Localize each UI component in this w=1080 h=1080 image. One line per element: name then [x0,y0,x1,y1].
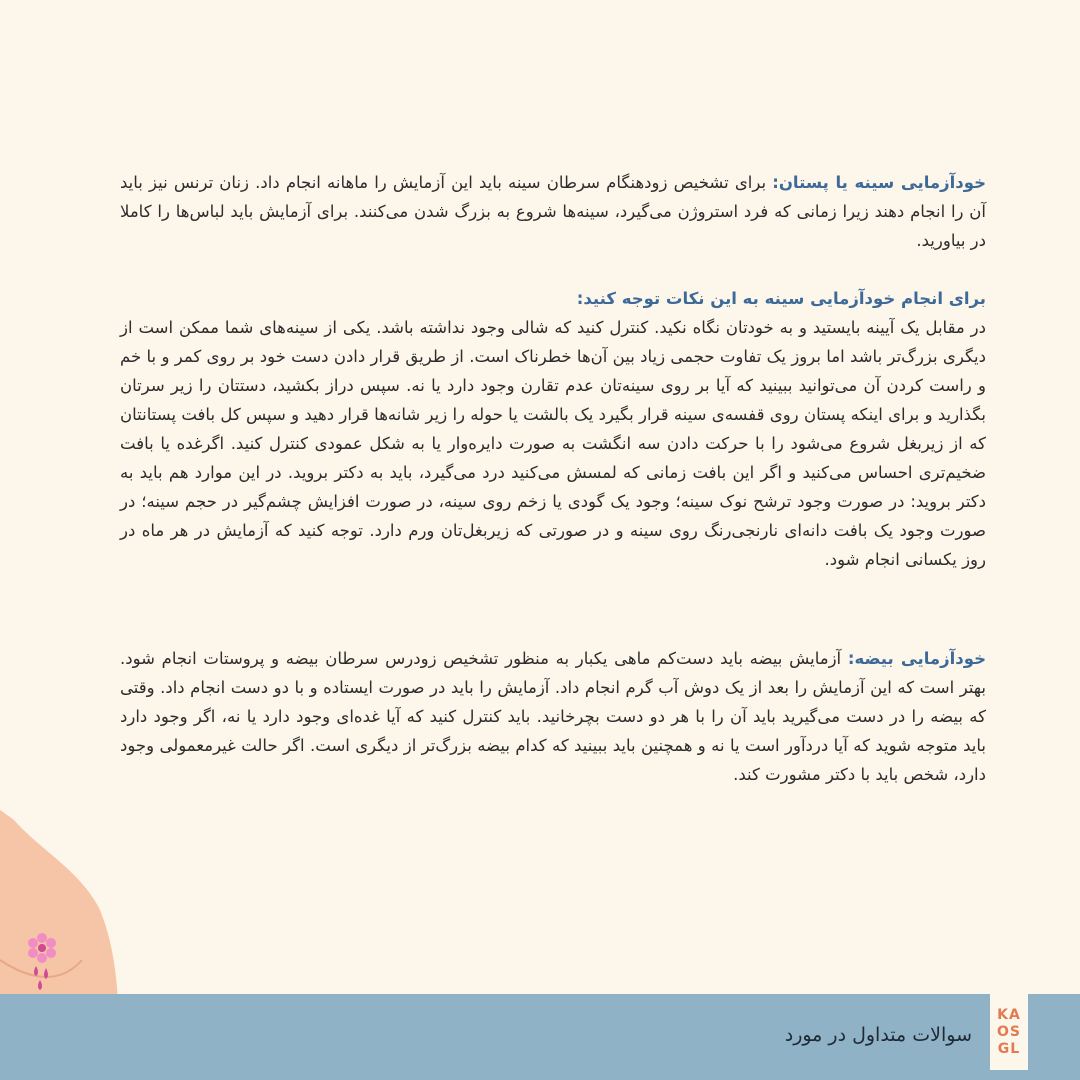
logo-line-3: GL [997,1040,1021,1057]
logo-line-1: KA [997,1006,1021,1023]
breast-self-exam-title: خودآزمایی سینه یا پستان: [772,173,986,192]
breast-self-exam-text: برای تشخیص زودهنگام سرطان سینه باید این آزمایش را ماهانه انجام داد. زنان ترنس نیز باید آن را انجام دهند زیرا زمانی که فرد استروژن می‌گیرد، سینه‌ها شروع به بزرگ شدن می‌کنند. برای آزمایش باید لباس‌ها را کاملا در بیاورید. [120,173,986,250]
logo-line-2: OS [997,1023,1021,1040]
torso-shape [0,810,118,1000]
testicle-self-exam-paragraph [120,644,986,789]
footer-bar [0,994,1080,1080]
testicle-self-exam-text: آزمایش بیضه باید دست‌کم ماهی یکبار به منظور تشخیص زودرس سرطان بیضه و پروستات انجام شود. بهتر است که این آزمایش را بعد از یک دوش آب گرم انجام داد. آزمایش را باید در صورت ایستاده و با دو دست انجام داد. وقتی که بیضه را در دست می‌گیرید باید آن را با هر دو دست بچرخانید. باید کنترل کنید که آیا غده‌ای وجود دارد یا نه، اگر وجود دارد باید متوجه شوید که آیا دردآور است یا نه و همچنین باید ببینید که کدام بیضه بزرگ‌تر از دیگری است. اگر حالت غیرمعمولی وجود دارد، شخص باید با دکتر مشورت کند. [120,649,986,784]
kaosgl-logo [990,994,1028,1070]
breast-exam-tips-section [120,284,986,574]
body-illustration [0,810,130,1000]
testicle-self-exam-title: خودآزمایی بیضه: [847,649,986,668]
article-body [120,168,986,789]
breast-exam-tips-text: در مقابل یک آیینه بایستید و به خودتان نگاه نکید. کنترل کنید که شالی وجود نداشته باشد. یکی از سینه‌های شما ممکن است از دیگری بزرگ‌تر باشد اما بروز یک تفاوت حجمی زیاد بین آن‌ها خطرناک است. از طریق قرار دادن دست خود بر روی کمر و با خم و راست کردن آن می‌توانید ببینید که آیا بر روی سینه‌تان عدم تقارن وجود دارد یا نه. سپس دراز بکشید، دستتان را زیر سرتان بگذارید و برای اینکه پستان روی قفسه‌ی سینه قرار بگیرد یک بالشت یا حوله را زیر شانه‌ها قرار دهید و سپس کل بافت پستانتان که از زیربغل شروع می‌شود را با حرکت دادن سه انگشت به صورت دایره‌وار یا به شکل عمودی کنترل کنید. اگرغده یا بافت ضخیم‌تری احساس می‌کنید و اگر این بافت زمانی که لمسش می‌کنید درد می‌گیرد، باید به دکتر بروید. در این موارد هم باید به دکتر بروید: در صورت وجود ترشح نوک سینه؛ وجود یک گودی یا زخم روی سینه، در صورت افزایش چشم‌گیر در حجم سینه؛ در صورت وجود یک بافت دانه‌ای نارنجی‌رنگ روی سینه و در صورتی که زیربغل‌تان ورم دارد. توجه کنید که آزمایش در هر ماه در روز یکسانی انجام شود. [120,318,986,569]
breast-self-exam-paragraph [120,168,986,255]
footer-title: سوالات متداول در مورد [784,1024,972,1046]
breast-exam-tips-title: برای انجام خودآزمایی سینه به این نکات توجه کنید: [576,289,986,308]
